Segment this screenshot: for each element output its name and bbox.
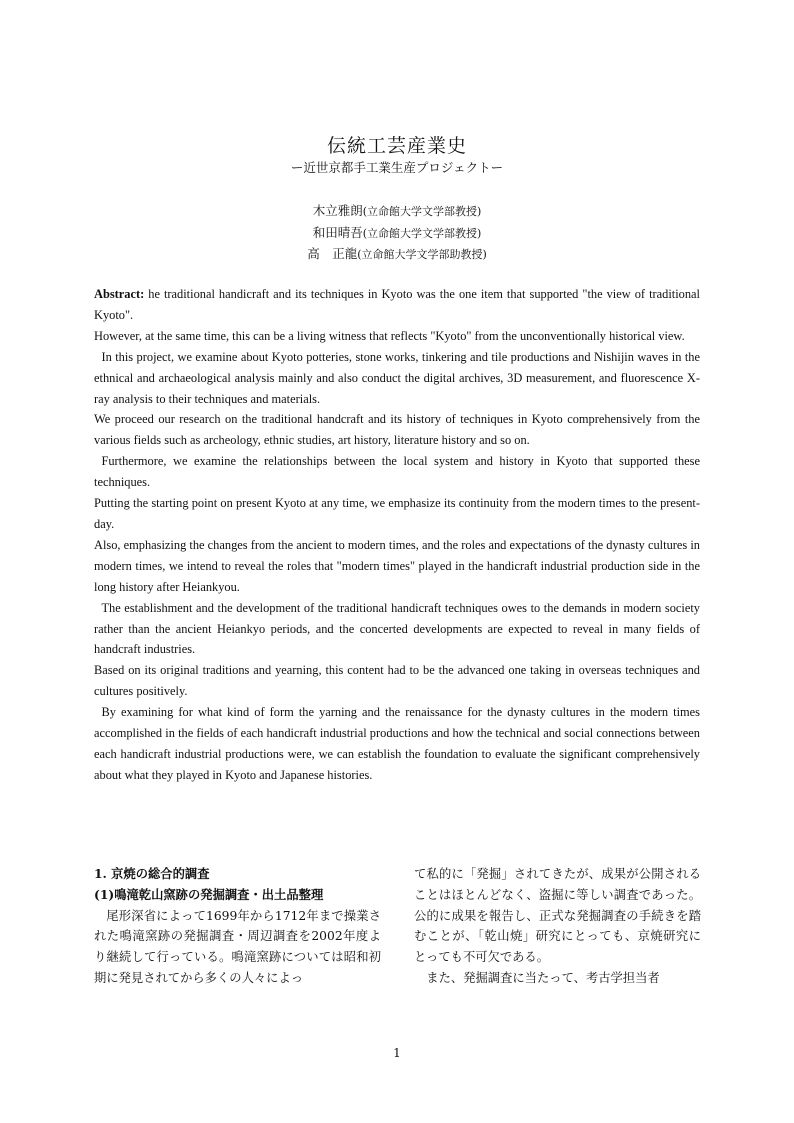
author-affiliation: (立命館大学文学部教授) [362,226,482,240]
body-paragraph: 尾形深省によって1699年から1712年まで操業された鳴滝窯跡の発掘調査・周辺調査を2002年度より継続して行っている。鳴滝窯跡については昭和初期に発見されてから多くの人々によっ [94,908,381,985]
author-affiliation: (立命館大学文学部助教授) [357,248,487,261]
abstract-paragraph: Based on its original traditions and yearning, this content had to be the advanced one taking in overseas techniques and cultures positively. [94,663,700,699]
abstract-paragraph: In this project, we examine about Kyoto potteries, stone works, tinkering and tile productions and Nishijin waves in the ethnical and archaeological analysis mainly and also conduct the digital archives, 3D measurement, and fluorescence X-ray analysis to their techniques and materials. [94,349,700,406]
abstract-text: he traditional handicraft and its techniques in Kyoto was the one item that supported "the view of traditional Kyoto". [94,287,700,322]
author-list [0,201,794,266]
abstract-paragraph: By examining for what kind of form the yarning and the renaissance for the dynasty cultures in the modern times accomplished in the fields of each handicraft industrial productions and how the technical and social connections between each handicraft industrial productions were, we can establish the foundation to evaluate the significant comprehensively about what they played in Kyoto and Japanese histories. [94,705,700,782]
abstract-paragraph: However, at the same time, this can be a living witness that reflects "Kyoto" from the unconventionally historical view. [94,328,685,343]
author-name: 高 正龍 [307,246,358,261]
body-column-left [94,864,381,989]
body-column-right [414,864,701,989]
author-name: 木立雅朗 [312,203,363,218]
abstract-paragraph: Putting the starting point on present Kyoto at any time, we emphasize its continuity from the modern times to the present-day. [94,496,700,531]
body-paragraph: また、発掘調査に当たって、考古学担当者 [426,970,660,985]
section-heading: 1. 京焼の総合的調査 [94,866,210,881]
author-line [0,201,794,223]
abstract-paragraph: Also, emphasizing the changes from the ancient to modern times, and the roles and expectations of the dynasty cultures in modern times, we intend to reveal the roles that "modern times" played in the handicraft industrial production side in the long history after Heiankyou. [94,537,700,594]
author-line [0,244,794,266]
abstract-paragraph: The establishment and the development of the traditional handicraft techniques owes to the demands in modern society rather than the ancient Heiankyo periods, and the concerted developments are expected to reveal in many fields of handcraft industries. [94,600,700,657]
author-line [0,223,794,245]
abstract-paragraph: Furthermore, we examine the relationships between the local system and history in Kyoto that supported these techniques. [94,454,700,490]
body-paragraph: て私的に「発掘」されてきたが、成果が公開されることはほとんどなく、盗掘に等しい調査であった。公的に成果を報告し、正式な発掘調査の手続きを踏むことが、「乾山焼」研究にとっても、京焼研究にとっても不可欠である。 [414,867,701,965]
author-name: 和田晴吾 [312,224,363,240]
abstract-label: Abstract: [94,287,145,301]
abstract [94,284,700,786]
page-number: 1 [393,1046,401,1060]
abstract-paragraph: We proceed our research on the traditional handcraft and its history of techniques in Kyoto comprehensively from the various fields such as archeology, ethnic studies, art history, literature history and so on. [94,412,700,448]
abstract-paragraph [94,284,700,326]
author-affiliation: (立命館大学文学部教授) [362,205,482,218]
section-subheading: (1)鳴滝乾山窯跡の発掘調査・出土品整理 [94,886,324,902]
paper-title: 伝統工芸産業史 [326,135,467,157]
paper-subtitle: ー近世京都手工業生産プロジェクトー [290,160,504,175]
